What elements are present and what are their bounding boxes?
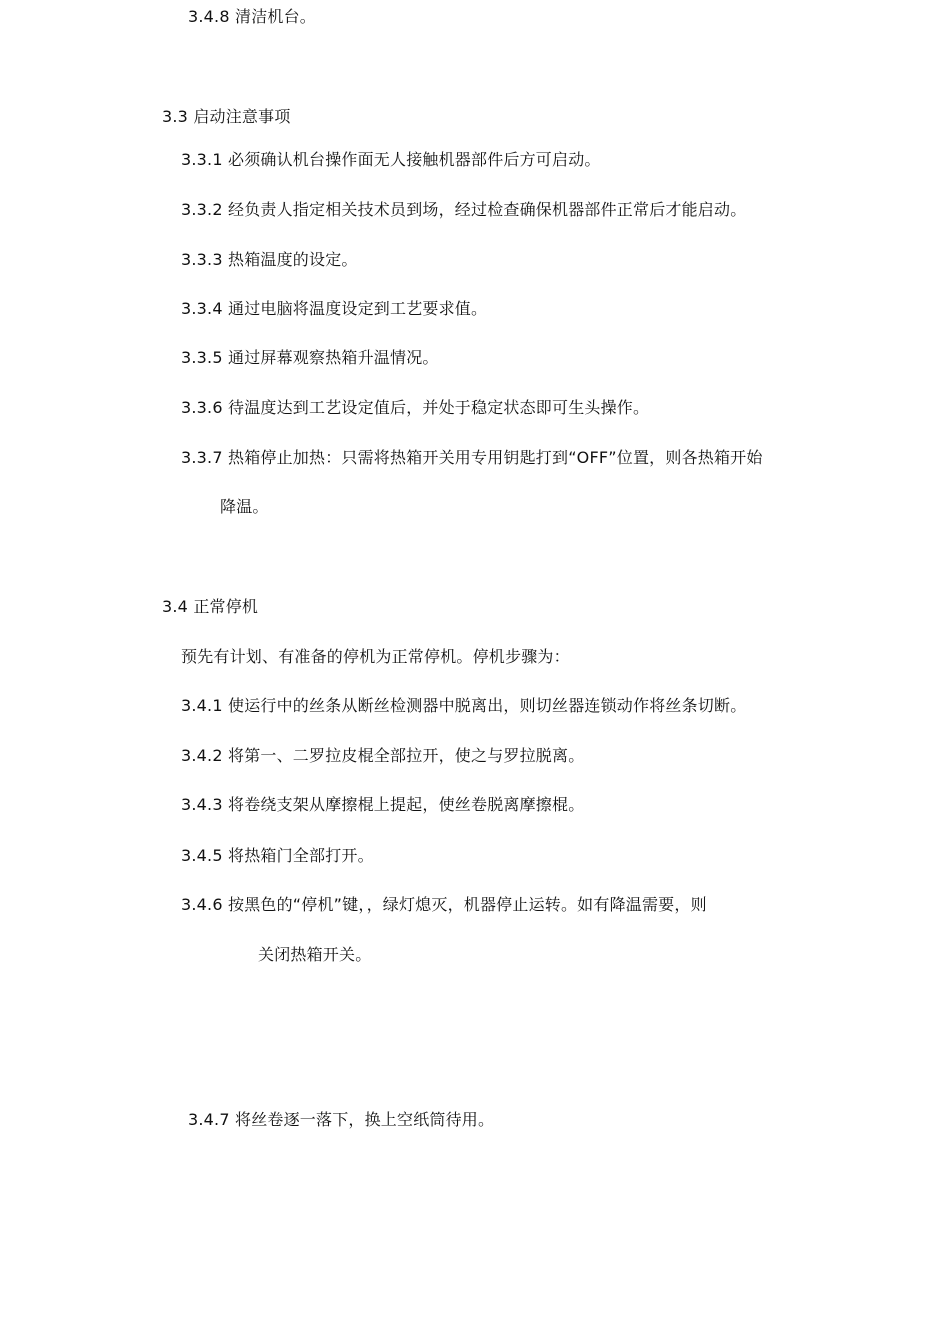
step-3-3-2: 3.3.2 经负责人指定相关技术员到场，经过检查确保机器部件正常后才能启动。 xyxy=(181,200,747,219)
section-heading-3-4: 3.4 正常停机 xyxy=(162,597,259,616)
step-3-4-7: 3.4.7 将丝卷逐一落下，换上空纸筒待用。 xyxy=(188,1110,495,1129)
section-heading-3-3: 3.3 启动注意事项 xyxy=(162,107,291,126)
step-3-3-5: 3.3.5 通过屏幕观察热箱升温情况。 xyxy=(181,348,439,367)
step-3-3-6: 3.3.6 待温度达到工艺设定值后，并处于稳定状态即可生头操作。 xyxy=(181,398,650,417)
step-3-4-1: 3.4.1 使运行中的丝条从断丝检测器中脱离出，则切丝器连锁动作将丝条切断。 xyxy=(181,696,747,715)
step-3-4-5: 3.4.5 将热箱门全部打开。 xyxy=(181,846,374,865)
step-3-3-3: 3.3.3 热箱温度的设定。 xyxy=(181,250,358,269)
step-3-4-6-continued: 关闭热箱开关。 xyxy=(258,945,372,964)
step-3-4-2: 3.4.2 将第一、二罗拉皮棍全部拉开，使之与罗拉脱离。 xyxy=(181,746,585,765)
step-3-4-8: 3.4.8 清洁机台。 xyxy=(188,7,316,26)
step-3-3-1: 3.3.1 必须确认机台操作面无人接触机器部件后方可启动。 xyxy=(181,150,601,169)
step-3-4-6: 3.4.6 按黑色的“停机”键，，绿灯熄灭，机器停止运转。如有降温需要，则 xyxy=(181,895,707,914)
step-3-3-4: 3.3.4 通过电脑将温度设定到工艺要求值。 xyxy=(181,299,488,318)
step-3-4-3: 3.4.3 将卷绕支架从摩擦棍上提起，使丝卷脱离摩擦棍。 xyxy=(181,795,585,814)
section-3-4-intro: 预先有计划、有准备的停机为正常停机。停机步骤为： xyxy=(181,647,570,666)
step-3-3-7: 3.3.7 热箱停止加热：只需将热箱开关用专用钥匙打到“OFF”位置，则各热箱开始 xyxy=(181,448,763,467)
step-3-3-7-continued: 降温。 xyxy=(220,497,269,516)
